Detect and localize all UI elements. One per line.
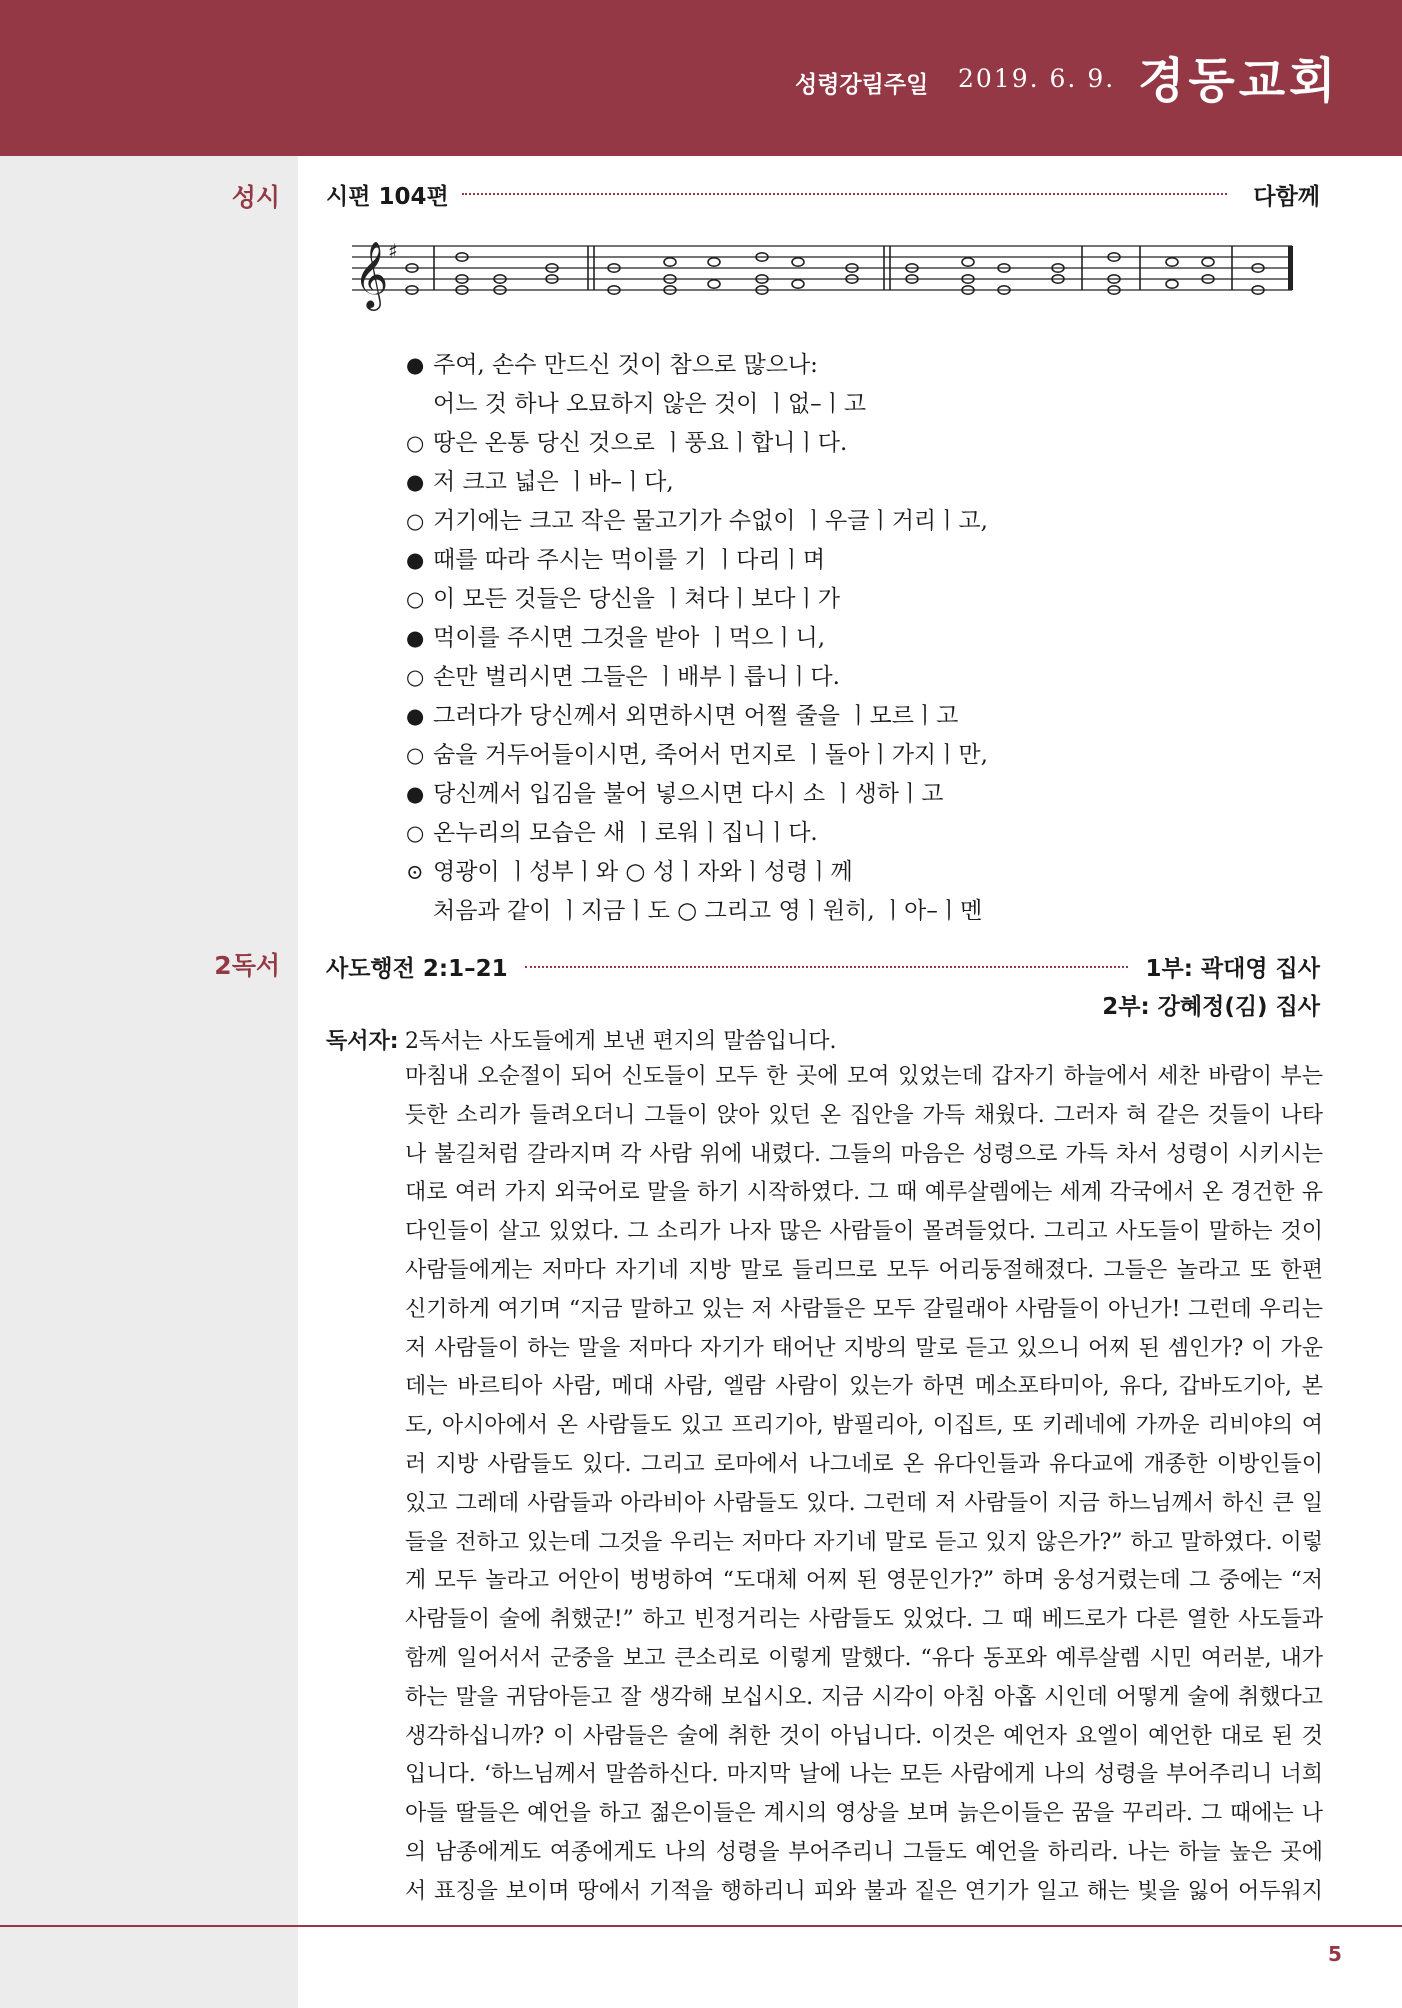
reading-line: 저 사람들이 하는 말을 저마다 자기가 태어난 지방의 말로 듣고 있으니 어찌 된 셈인가? 이 가운 [405, 1335, 1323, 1361]
reading-line: 나 불길처럼 갈라지며 각 사람 위에 내렸다. 그들의 마음은 성령으로 가득 차서 성령이 시키시는 [405, 1141, 1323, 1167]
note-head [792, 280, 804, 288]
reading-line: 듯한 소리가 들려오더니 그들이 앉아 있던 온 집안을 가득 채웠다. 그러자 혀 같은 것들이 나타 [405, 1102, 1323, 1128]
verse-text: 손만 벌리시면 그들은 ㅣ배부ㅣ릅니ㅣ다. [433, 664, 840, 690]
treble-clef-icon: 𝄞 [354, 240, 389, 308]
verse-marker: ● [406, 626, 425, 650]
verse-text: 땅은 온통 당신 것으로 ㅣ풍요ㅣ합니ㅣ다. [433, 430, 848, 456]
reading-line: 서 표징을 보이며 땅에서 기적을 행하리니 피와 불과 짙은 연기가 일고 해는 빛을 잃어 어두워지 [405, 1878, 1323, 1904]
psalm-section-label: 성시 [231, 183, 280, 212]
reading-line: 게 모두 놀라고 어안이 벙벙하여 “도대체 어찌 된 영문인가?” 하며 웅성거렸는데 그 중에는 “저 [405, 1568, 1323, 1594]
final-barline [1288, 246, 1293, 290]
reading-line: 있고 그레데 사람들과 아라비아 사람들도 있다. 그런데 저 사람들이 지금 하느님께서 하신 큰 일 [405, 1490, 1323, 1516]
psalm-verse-line [406, 580, 988, 619]
psalm-verse-line [406, 775, 988, 814]
note-head [792, 258, 804, 266]
page-number: 5 [1328, 1942, 1342, 1966]
reading-line: 마침내 오순절이 되어 신도들이 모두 한 곳에 모여 있었는데 갑자기 하늘에서 세찬 바람이 부는 [405, 1064, 1323, 1089]
psalm-participants: 다함께 [1253, 184, 1320, 210]
reading-line: 데는 바르티아 사람, 메대 사람, 엘람 사람이 있는가 하면 메소포타미아, 유다, 갑바도기아, 본 [405, 1374, 1323, 1400]
service-date: 2019. 6. 9. [958, 64, 1116, 93]
psalm-verse-line [406, 619, 988, 658]
reading-line: 아들 딸들은 예언을 하고 젊은이들은 계시의 영상을 보며 늙은이들은 꿈을 꾸리라. 그 때에는 나 [405, 1801, 1323, 1827]
reading-dotted-leader [525, 966, 1128, 968]
verse-text: 어느 것 하나 오묘하지 않은 것이 ㅣ없–ㅣ고 [433, 391, 867, 417]
chant-staff-notation [352, 232, 1302, 314]
sharp-icon: ♯ [388, 239, 398, 263]
psalm-verse-line [406, 541, 988, 580]
note-head [1166, 258, 1178, 266]
reading-line: 다인들이 살고 있었다. 그 소리가 나자 많은 사람들이 몰려들었다. 그리고 사도들이 말하는 것이 [405, 1219, 1323, 1245]
verse-marker: ○ [406, 587, 425, 611]
reading-line: 도, 아시아에서 온 사람들도 있고 프리기아, 밤필리아, 이집트, 또 키레네에 가까운 리비야의 여 [405, 1413, 1323, 1439]
note-head [1202, 258, 1214, 266]
verse-text: 거기에는 크고 작은 물고기가 수없이 ㅣ우글ㅣ거리ㅣ고, [433, 508, 988, 534]
verse-text: 저 크고 넓은 ㅣ바–ㅣ다, [433, 469, 674, 495]
reading-line: 사람들에게는 저마다 자기네 지방 말로 들리므로 모두 어리둥절해졌다. 그들은 놀라고 또 한편 [405, 1257, 1323, 1283]
psalm-verse-line [406, 424, 988, 463]
service-name: 성령강림주일 [795, 72, 929, 98]
note-head [1166, 280, 1178, 288]
psalm-verses [406, 346, 988, 931]
verse-text: 때를 따라 주시는 먹이를 기 ㅣ다리ㅣ며 [433, 547, 826, 573]
verse-marker: ⊙ [406, 860, 424, 884]
verse-marker: ● [406, 470, 425, 494]
reading-line: 하는 말을 귀담아듣고 잘 생각해 보십시오. 지금 시각이 아침 아홉 시인데 어떻게 술에 취했다고 [405, 1684, 1323, 1710]
note-head [708, 258, 720, 266]
psalm-verse-line [406, 463, 988, 502]
note-head [664, 258, 676, 266]
left-margin-band [0, 156, 298, 2008]
reading-section-label: 2독서 [214, 951, 280, 980]
verse-text: 주여, 손수 만드신 것이 참으로 많으나: [433, 352, 818, 378]
verse-text: 숨을 거두어들이시면, 죽어서 먼지로 ㅣ돌아ㅣ가지ㅣ만, [433, 742, 988, 768]
psalm-verse-line [406, 892, 988, 931]
reading-line: 의 남종에게도 여종에게도 나의 성령을 부어주리니 그들도 예언을 하리라. 나는 하늘 높은 곳에 [405, 1839, 1323, 1865]
verse-marker: ○ [406, 743, 425, 767]
reading-line: 함께 일어서서 군중을 보고 큰소리로 이렇게 말했다. “유다 동포와 예루살렘 시민 여러분, 내가 [405, 1645, 1323, 1671]
verse-text: 그러다가 당신께서 외면하시면 어쩔 줄을 ㅣ모르ㅣ고 [433, 703, 959, 729]
reading-line: 대로 여러 가지 외국어로 말을 하기 시작하였다. 그 때 예루살렘에는 세계 각국에서 온 경건한 유 [405, 1180, 1323, 1206]
reading-line: 신기하게 여기며 “지금 말하고 있는 저 사람들은 모두 갈릴래아 사람들이 아닌가! 그런데 우리는 [405, 1296, 1323, 1322]
psalm-verse-line [406, 346, 988, 385]
verse-text: 처음과 같이 ㅣ지금ㅣ도 ○ 그리고 영ㅣ원히, ㅣ아–ㅣ멘 [433, 898, 983, 924]
psalm-verse-line [406, 853, 988, 892]
psalm-verse-line [406, 736, 988, 775]
verse-marker: ○ [406, 431, 425, 455]
church-name: 경동교회 [1138, 53, 1340, 109]
reading-line: 입니다. ‘하느님께서 말씀하신다. 마지막 날에 나는 모든 사람에게 나의 성령을 부어주리니 너희 [405, 1762, 1323, 1788]
page-header [0, 0, 1402, 156]
psalm-verse-line [406, 814, 988, 853]
reader-part-1: 1부: 곽대영 집사 [1145, 956, 1320, 982]
verse-marker: ● [406, 353, 425, 377]
verse-marker: ● [406, 782, 425, 806]
reading-intro: 2독서는 사도들에게 보낸 편지의 말씀입니다. [405, 1029, 837, 1054]
note-head [962, 258, 974, 266]
psalm-verse-line [406, 658, 988, 697]
verse-text: 온누리의 모습은 새 ㅣ로워ㅣ집니ㅣ다. [433, 820, 818, 846]
footer-rule [0, 1925, 1402, 1927]
verse-marker: ● [406, 548, 425, 572]
verse-marker: ○ [406, 509, 425, 533]
reading-line: 러 지방 사람들도 있다. 그리고 로마에서 나그네로 온 유다인들과 유다교에 개종한 이방인들이 [405, 1451, 1323, 1477]
reader-label: 독서자: [326, 1029, 399, 1054]
reading-line: 사람들이 술에 취했군!” 하고 빈정거리는 사람들도 있었다. 그 때 베드로가 다른 열한 사도들과 [405, 1607, 1323, 1633]
reading-line: 들을 전하고 있는데 그것을 우리는 저마다 자기네 말로 듣고 있지 않은가?” 하고 말하였다. 이렇 [405, 1529, 1323, 1555]
psalm-dotted-leader [462, 193, 1227, 195]
psalm-verse-line [406, 697, 988, 736]
verse-text: 이 모든 것들은 당신을 ㅣ쳐다ㅣ보다ㅣ가 [433, 586, 840, 612]
reading-body [405, 1058, 1323, 1912]
verse-marker: ○ [406, 665, 425, 689]
verse-text: 먹이를 주시면 그것을 받아 ㅣ먹으ㅣ니, [433, 625, 826, 651]
psalm-verse-line [406, 385, 988, 424]
psalm-verse-line [406, 502, 988, 541]
verse-text: 당신께서 입김을 불어 넣으시면 다시 소 ㅣ생하ㅣ고 [433, 781, 944, 807]
psalm-title: 시편 104편 [326, 184, 449, 210]
verse-marker: ● [406, 704, 425, 728]
reader-part-2: 2부: 강혜정(김) 집사 [1102, 994, 1320, 1020]
verse-marker: ○ [406, 821, 425, 845]
reading-title: 사도행전 2:1–21 [326, 956, 508, 982]
reading-line: 생각하십니까? 이 사람들은 술에 취한 것이 아닙니다. 이것은 예언자 요엘이 예언한 대로 된 것 [405, 1723, 1323, 1749]
verse-text: 영광이 ㅣ성부ㅣ와 ○ 성ㅣ자와ㅣ성령ㅣ께 [433, 859, 853, 885]
note-head [708, 280, 720, 288]
